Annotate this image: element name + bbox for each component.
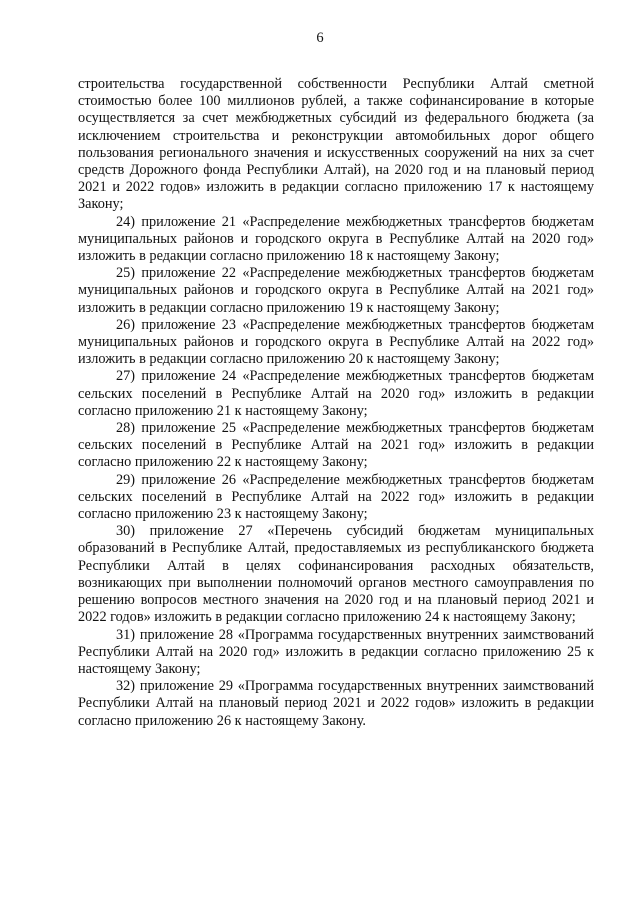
paragraph-item-28: 28) приложение 25 «Распределение межбюджетных трансфертов бюджетам сельских поселений в Республике Алтай на 2021 год» изложить в редакции согласно приложению 22 к настоящему Закону; bbox=[78, 420, 594, 471]
paragraph-item-29: 29) приложение 26 «Распределение межбюджетных трансфертов бюджетам сельских поселений в Республике Алтай на 2022 год» изложить в редакции согласно приложению 23 к настоящему Закону; bbox=[78, 471, 594, 523]
paragraph-continuation: строительства государственной собственности Республики Алтай сметной стоимостью более 100 миллионов рублей, а также софинансирование в которые осуществляется за счет межбюджетных субсидий из федерального бюджета (за исключением строительства и реконструкции автомобильных дорог общего пользования регионального значения и искусственных сооружений на них за счет средств Дорожного фонда Республики Алтай), на 2020 год и на плановый период 2021 и 2022 годов» изложить в редакции согласно приложению 17 к настоящему Закону; bbox=[78, 76, 594, 213]
paragraph-item-30: 30) приложение 27 «Перечень субсидий бюджетам муниципальных образований в Республике Алтай, предоставляемых из республиканского бюджета Республики Алтай в целях софинансирования расходных обязательств, возникающих при выполнении полномочий органов местного самоуправления по решению вопросов местного значения на 2020 год и на плановый период 2021 и 2022 годов» изложить в редакции согласно приложению 24 к настоящему Закону; bbox=[78, 523, 594, 626]
paragraph-item-32: 32) приложение 29 «Программа государственных внутренних заимствований Республики Алтай на плановый период 2021 и 2022 годов» изложить в редакции согласно приложению 26 к настоящему Закону. bbox=[78, 678, 594, 729]
page-number: 6 bbox=[316, 30, 324, 46]
paragraph-item-24: 24) приложение 21 «Распределение межбюджетных трансфертов бюджетам муниципальных районов и городского округа в Республике Алтай на 2020 год» изложить в редакции согласно приложению 18 к настоящему Закону; bbox=[78, 213, 594, 265]
paragraph-item-31: 31) приложение 28 «Программа государственных внутренних заимствований Республики Алтай на 2020 год» изложить в редакции согласно приложению 25 к настоящему Закону; bbox=[78, 626, 594, 677]
paragraph-item-25: 25) приложение 22 «Распределение межбюджетных трансфертов бюджетам муниципальных районов и городского округа в Республике Алтай на 2021 год» изложить в редакции согласно приложению 19 к настоящему Закону; bbox=[78, 265, 594, 316]
document-body bbox=[78, 76, 594, 730]
paragraph-item-26: 26) приложение 23 «Распределение межбюджетных трансфертов бюджетам муниципальных районов и городского округа в Республике Алтай на 2022 год» изложить в редакции согласно приложению 20 к настоящему Закону; bbox=[78, 316, 594, 368]
paragraph-item-27: 27) приложение 24 «Распределение межбюджетных трансфертов бюджетам сельских поселений в Республике Алтай на 2020 год» изложить в редакции согласно приложению 21 к настоящему Закону; bbox=[78, 368, 594, 419]
